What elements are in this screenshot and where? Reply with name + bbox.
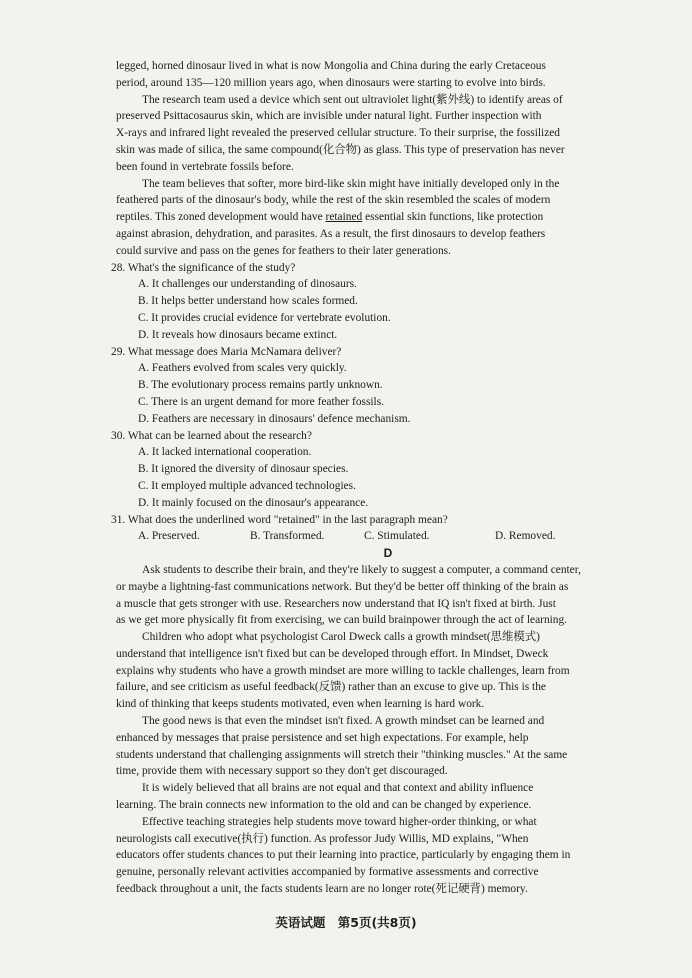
question-option: B. It helps better understand how scales formed. [138,295,358,308]
passage-d-line: a muscle that gets stronger with use. Researchers now understand that IQ isn't fixed at birth. Just [116,597,556,610]
question-option: D. It reveals how dinosaurs became extinct. [138,328,338,341]
question-option: A. Feathers evolved from scales very quickly. [138,362,347,375]
passage-c-line: X-rays and infrared light revealed the preserved cellular structure. To their surprise, the fossilized [116,127,561,140]
question-option: B. It ignored the diversity of dinosaur species. [138,463,349,476]
question-option: C. Stimulated. [364,530,430,543]
question-option: B. The evolutionary process remains partly unknown. [138,379,383,392]
question-option: A. It lacked international cooperation. [138,446,312,459]
page-content [0,58,692,898]
section-label: D [383,546,393,561]
footer-subject: 英语试题 [275,915,326,930]
passage-c-line: preserved Psittacosaurus skin, which are invisible under natural light. Further inspection with [116,110,542,123]
question-stem: 29. What message does Maria McNamara deliver? [111,345,342,358]
passage-d-line: or maybe a lightning-fast communications network. But they'd be better off thinking of the brain as [116,580,569,593]
passage-c-line: skin was made of silica, the same compound(化合物) as glass. This type of preservation has never [116,143,565,156]
question-options-row [0,528,692,545]
passage-c-text: reptiles. This zoned development would have [116,211,323,224]
passage-c-text: essential skin functions, like protection [365,211,544,224]
passage-c-line: been found in vertebrate fossils before. [116,160,294,173]
question-stem: 28. What's the significance of the study? [111,261,296,274]
passage-d-line: Ask students to describe their brain, and they're likely to suggest a computer, a command center, [142,563,581,576]
passage-c-line: legged, horned dinosaur lived in what is now Mongolia and China during the early Cretaceous [116,60,546,72]
question-option: B. Transformed. [250,530,325,543]
passage-d-line: It is widely believed that all brains are not equal and that context and ability influence [142,782,534,795]
passage-c-line: feathered parts of the dinosaur's body, while the rest of the skin resembled the scales of modern [116,194,551,207]
passage-c-line: The research team used a device which sent out ultraviolet light(紫外线) to identify areas of [142,93,563,106]
question-option: C. There is an urgent demand for more feather fossils. [138,395,384,408]
question-option: C. It provides crucial evidence for vertebrate evolution. [138,311,391,324]
footer-page-number: 第5页(共8页) [337,915,417,930]
question-option: A. Preserved. [138,530,200,543]
question-stem: 30. What can be learned about the research? [111,429,312,442]
passage-c-line: period, around 135—120 million years ago, when dinosaurs were starting to evolve into birds. [116,76,546,89]
question-option: D. Removed. [495,530,556,543]
question-option: A. It challenges our understanding of dinosaurs. [138,278,357,291]
passage-d-line: time, provide them with necessary support so they don't get discouraged. [116,765,448,778]
passage-c-line: could survive and pass on the genes for feathers to their later generations. [116,244,451,257]
passage-d-line: Effective teaching strategies help students move toward higher-order thinking, or what [142,815,537,828]
passage-d-line: as we get more physically fit from exercising, we can build brainpower through the act of learning. [116,614,568,627]
passage-d-line: students understand that challenging assignments will stretch their "thinking muscles." At the same [116,748,568,761]
passage-d-line: Children who adopt what psychologist Carol Dweck calls a growth mindset(思维模式) [142,631,540,644]
passage-d-line: learning. The brain connects new information to the old and can be changed by experience. [116,799,532,812]
passage-c-line: against abrasion, dehydration, and parasites. As a result, the first dinosaurs to develop feathers [116,227,546,240]
passage-d-line: failure, and see criticism as useful feedback(反馈) rather than an excuse to give up. This is the [116,681,546,694]
passage-d-line: kind of thinking that keeps students motivated, even when learning is hard work. [116,698,485,711]
question-stem: 31. What does the underlined word "retained" in the last paragraph mean? [111,513,448,526]
passage-d-line: enhanced by messages that praise persistence and set high expectations. For example, help [116,731,529,744]
passage-d-line: genuine, personally relevant activities accompanied by formative assessments and corrective [116,866,539,879]
passage-d-line: neurologists call executive(执行) function. As professor Judy Willis, MD explains, "When [116,832,529,845]
question-option: D. It mainly focused on the dinosaur's appearance. [138,496,369,509]
question-option: C. It employed multiple advanced technologies. [138,479,356,492]
passage-d-line: explains why students who have a growth mindset are more willing to tackle challenges, learn from [116,664,570,677]
passage-c-line: The team believes that softer, more bird-like skin might have initially developed only in the [142,177,560,190]
passage-d-line: feedback throughout a unit, the facts students learn are no longer rote(死记硬背) memory. [116,883,528,896]
passage-d-line: The good news is that even the mindset isn't fixed. A growth mindset can be learned and [142,715,545,728]
passage-c-line [0,209,692,226]
passage-d-line: educators offer students chances to put their learning into practice, particularly by engaging them in [116,849,571,862]
passage-d-line: understand that intelligence isn't fixed but can be developed through effort. In Mindset, Dweck [116,647,549,660]
question-option: D. Feathers are necessary in dinosaurs' defence mechanism. [138,412,411,425]
page-footer [0,913,692,931]
underlined-word-retained: retained [325,211,363,224]
